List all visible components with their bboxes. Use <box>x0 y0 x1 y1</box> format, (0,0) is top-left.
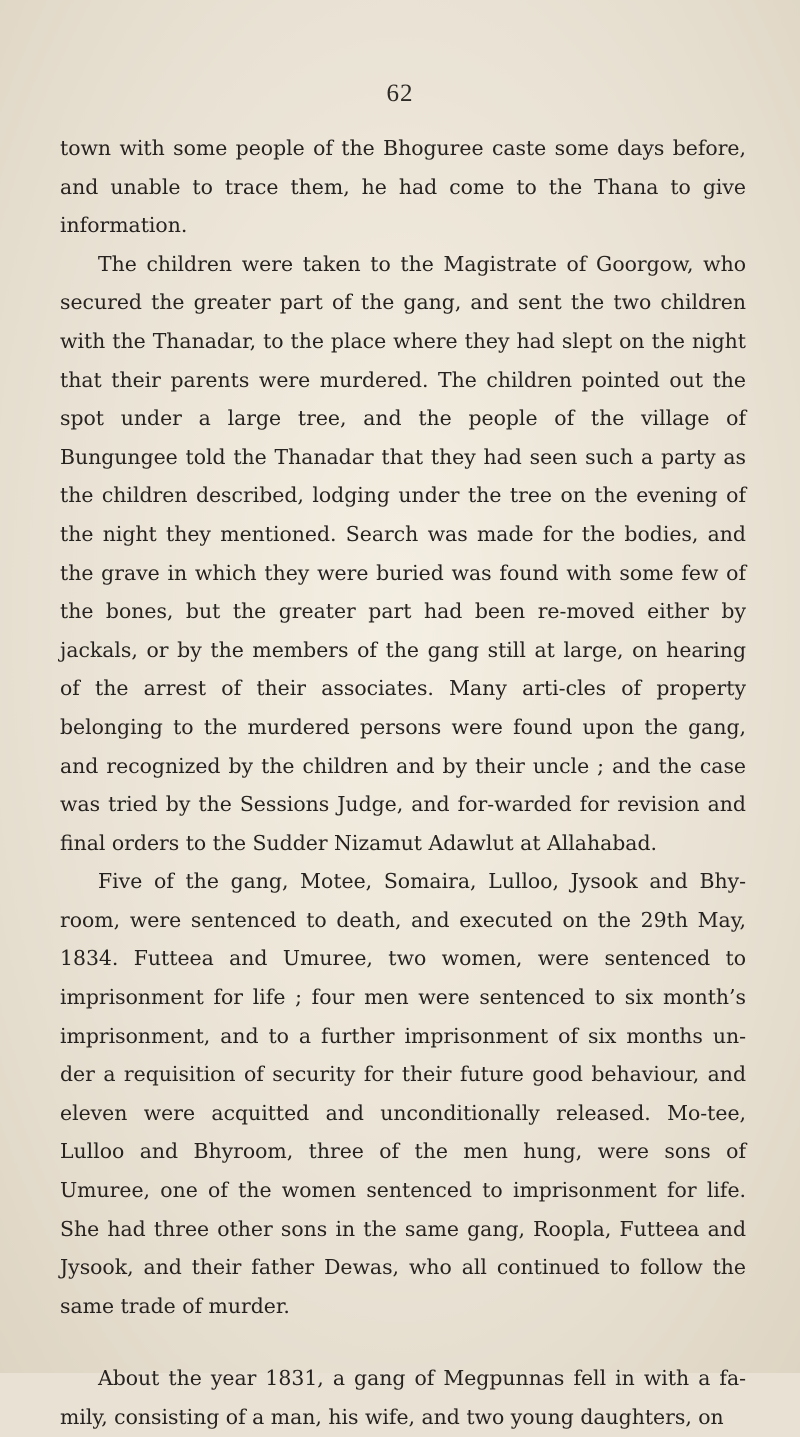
paragraph-3: Five of the gang, Motee, Somaira, Lulloo, Jysook and Bhy-room, were sentenced to death, and executed on the 29th May, 1834. Futteea and Umuree, two women, were sentenced to imprisonment for life ; four men were sentenced to six month’s imprisonment, and to a further imprisonment of six months un-der a requisition of security for their future good behaviour, and eleven were acquitted and unconditionally released. Mo-tee, Lulloo and Bhyroom, three of the men hung, were sons of Umuree, one of the women sentenced to imprisonment for life. She had three other sons in the same gang, Roopla, Futteea and Jysook, and their father Dewas, who all continued to follow the same trade of murder. <box>60 869 746 1318</box>
body-text <box>60 129 746 1437</box>
paragraph-2: The children were taken to the Magistrate of Goorgow, who secured the greater part of the gang, and sent the two children with the Thanadar, to the place where they had slept on the night that their parents were murdered. The children pointed out the spot under a large tree, and the people of the village of Bungungee told the Thanadar that they had seen such a party as the children described, lodging under the tree on the evening of the night they mentioned. Search was made for the bodies, and the grave in which they were buried was found with some few of the bones, but the greater part had been re-moved either by jackals, or by the members of the gang still at large, on hearing of the arrest of their associates. Many arti-cles of property belonging to the murdered persons were found upon the gang, and recognized by the children and by their uncle ; and the case was tried by the Sessions Judge, and for-warded for revision and final orders to the Sudder Nizamut Adawlut at Allahabad. <box>60 251 746 855</box>
paragraph-1: town with some people of the Bhoguree caste some days before, and unable to trace them, he had come to the Thana to give information. <box>60 136 746 238</box>
paragraph-4: About the year 1831, a gang of Megpunnas fell in with a fa-mily, consisting of a man, his wife, and two young daughters, on <box>60 1366 746 1429</box>
page-number: 62 <box>386 80 414 107</box>
